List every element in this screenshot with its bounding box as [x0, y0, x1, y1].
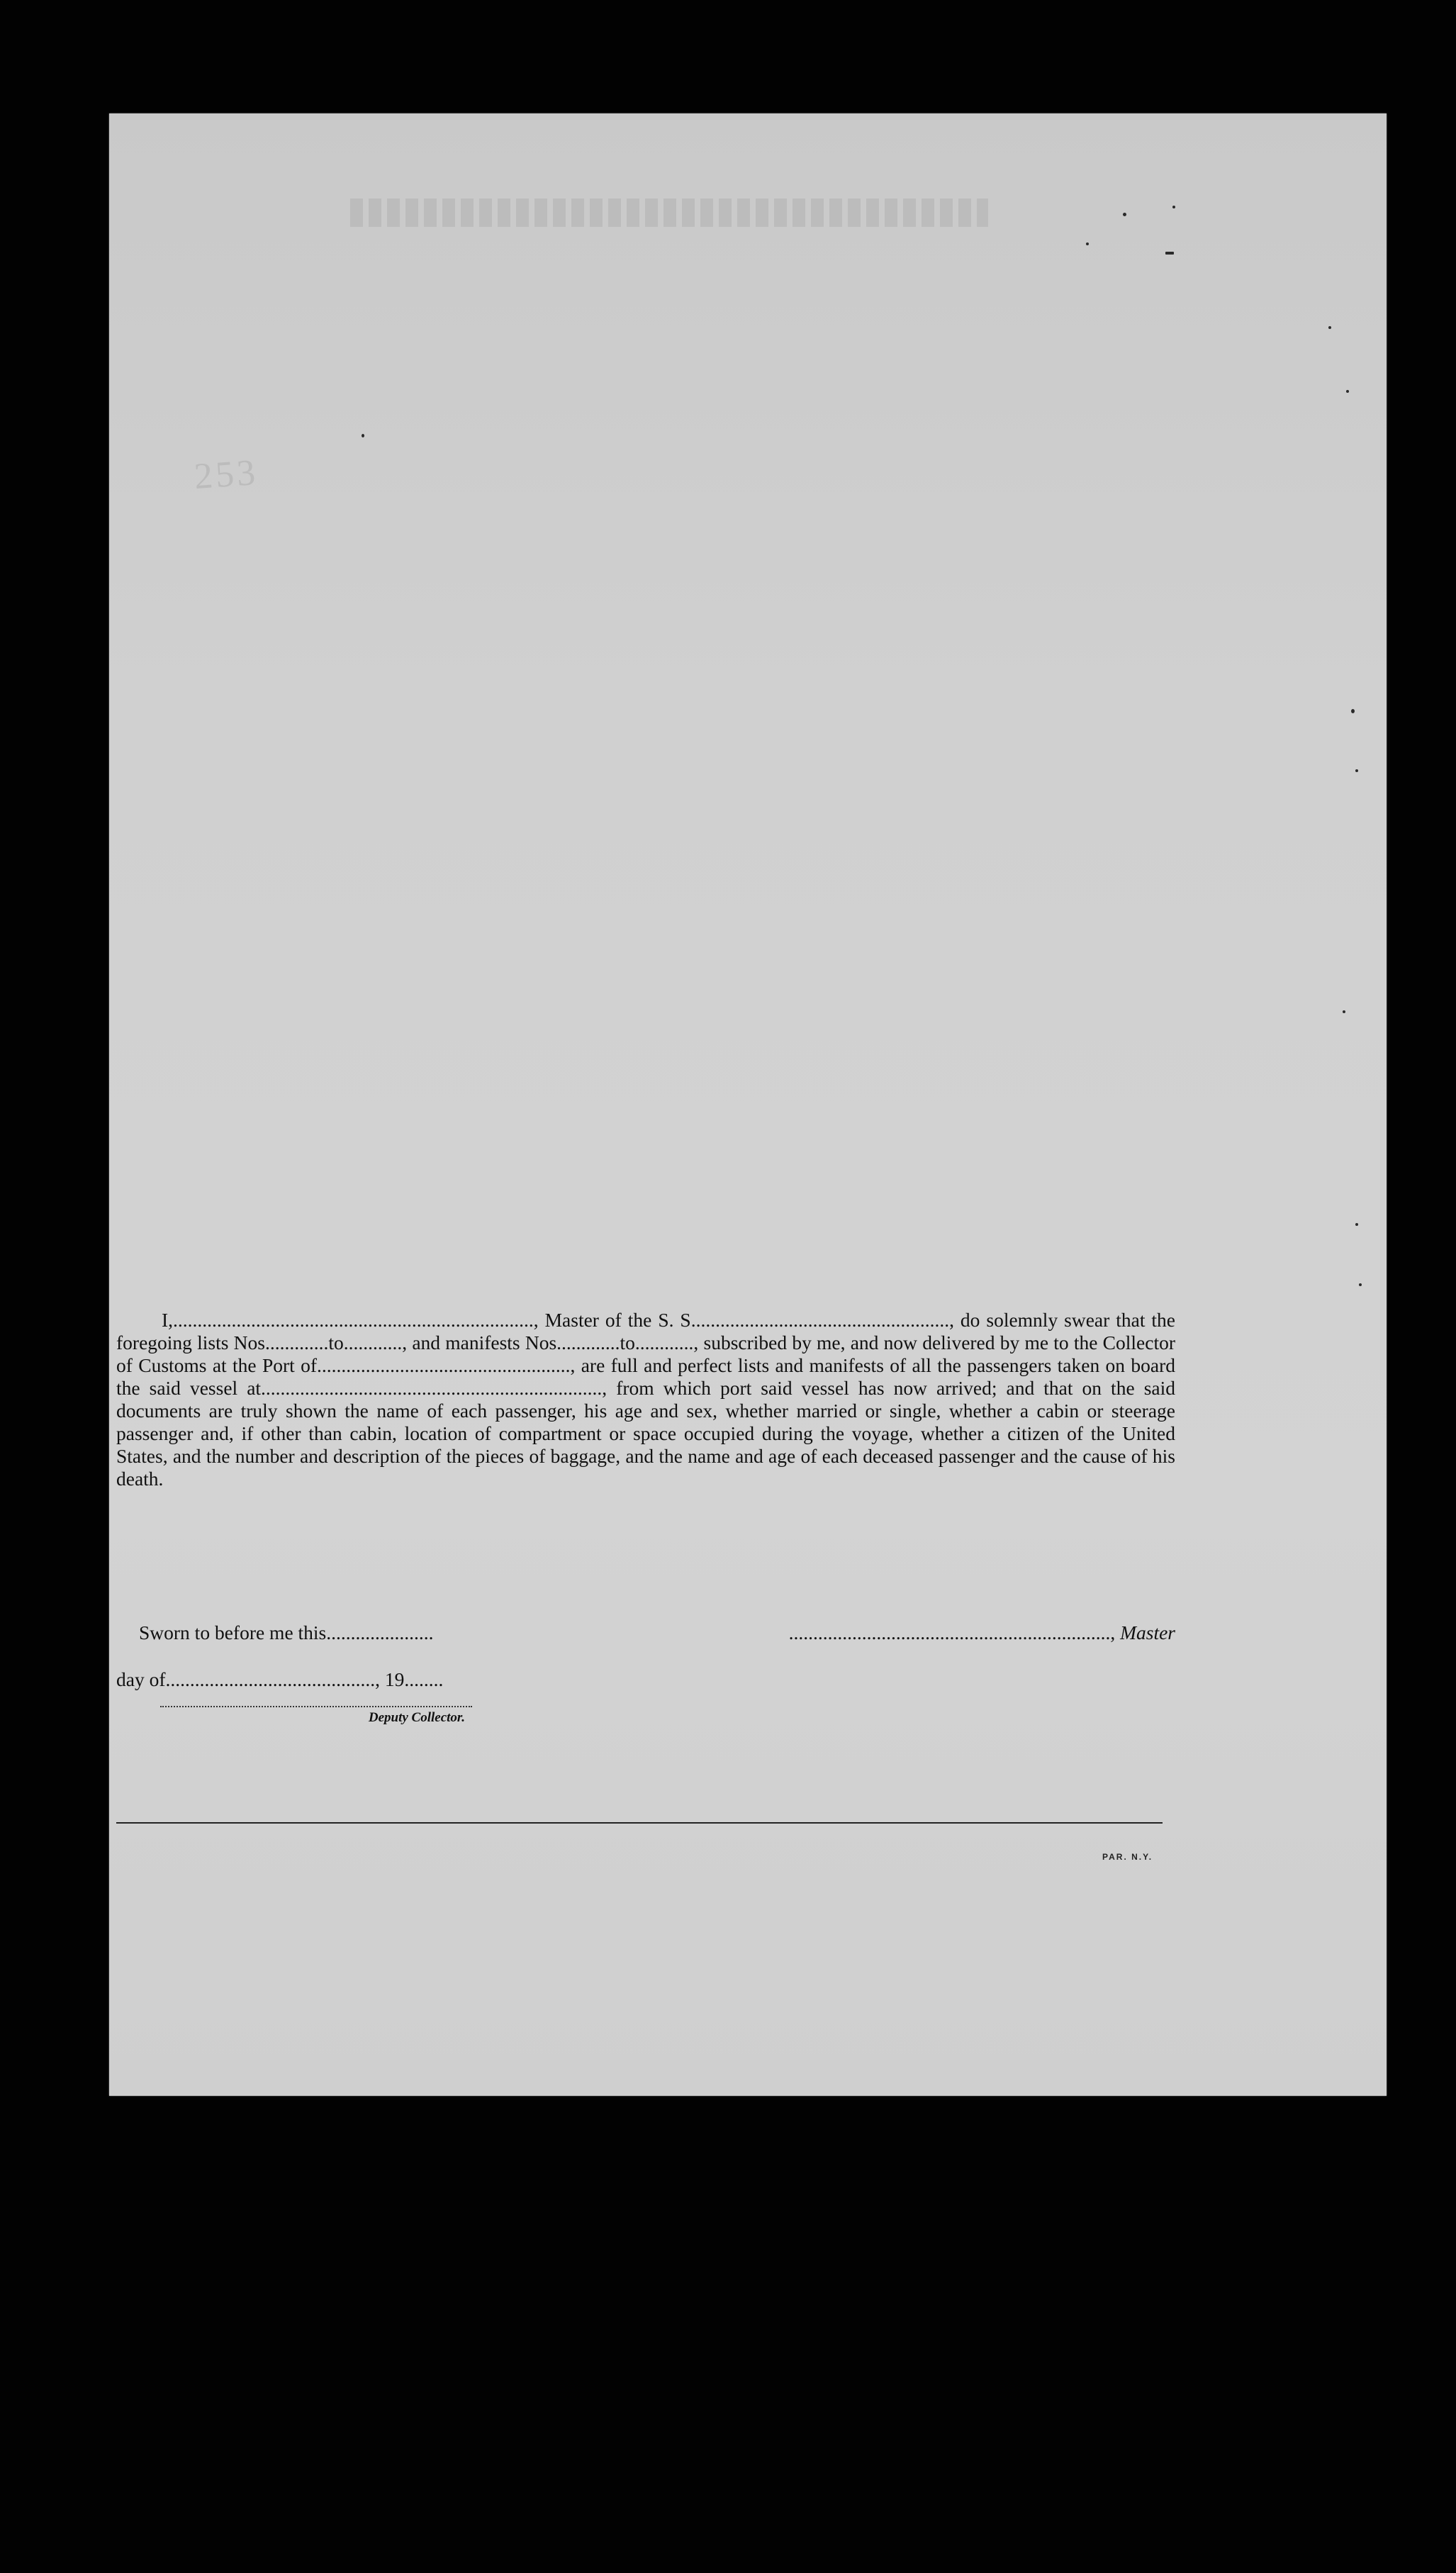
sworn-before-line: Sworn to before me this...................... — [139, 1622, 434, 1643]
faded-header-bleedthrough — [350, 199, 988, 227]
day-of-line: day of..........................................., 19........ — [116, 1668, 444, 1690]
deputy-signature-dots — [160, 1695, 472, 1707]
scan-speck — [1351, 709, 1355, 713]
printer-mark: PAR. N.Y. — [1102, 1852, 1153, 1862]
scan-speck — [1355, 769, 1358, 772]
scan-speck — [1086, 242, 1089, 245]
master-signature-dots: .................................................................., — [788, 1622, 1116, 1643]
manifest-sheet — [109, 113, 1387, 2096]
faded-stamp-number: 253 — [193, 452, 259, 498]
scan-speck — [1346, 390, 1349, 393]
oath-text: I,.........................................................................., Master of the S. S....................................................., do solemnly swear that the foregoing lists Nos.............to............, and manifests Nos.............to............, subscribed by me, and now delivered by me to the Collector of Customs at the Port of...................................................., are full and perfect lists and manifests of all the passengers taken on board the said vessel at......................................................................, from which port said vessel has now arrived; and that on the said documents are truly shown the name of each passenger, his age and sex, whether married or single, whether a cabin or steerage passenger and, if other than cabin, location of compartment or space occupied during the voyage, whether a citizen of the United States, and the number and description of the pieces of baggage, and the name and age of each deceased passenger and the cause of his death. — [116, 1309, 1175, 1490]
master-signature-line — [737, 1622, 1175, 1644]
scan-speck — [1172, 206, 1175, 208]
footer-rule — [116, 1822, 1163, 1824]
scan-speck — [1123, 213, 1126, 216]
scan-speck — [1355, 1223, 1358, 1226]
deputy-collector-signature — [160, 1695, 472, 1726]
scan-speck — [1359, 1283, 1362, 1286]
master-oath-paragraph — [116, 1309, 1175, 1490]
master-label: Master — [1120, 1622, 1175, 1643]
scan-speck — [1343, 1010, 1345, 1013]
scan-speck — [362, 434, 364, 437]
scan-speck — [1165, 252, 1174, 255]
deputy-collector-label: Deputy Collector. — [368, 1710, 465, 1725]
scan-speck — [1328, 326, 1331, 329]
